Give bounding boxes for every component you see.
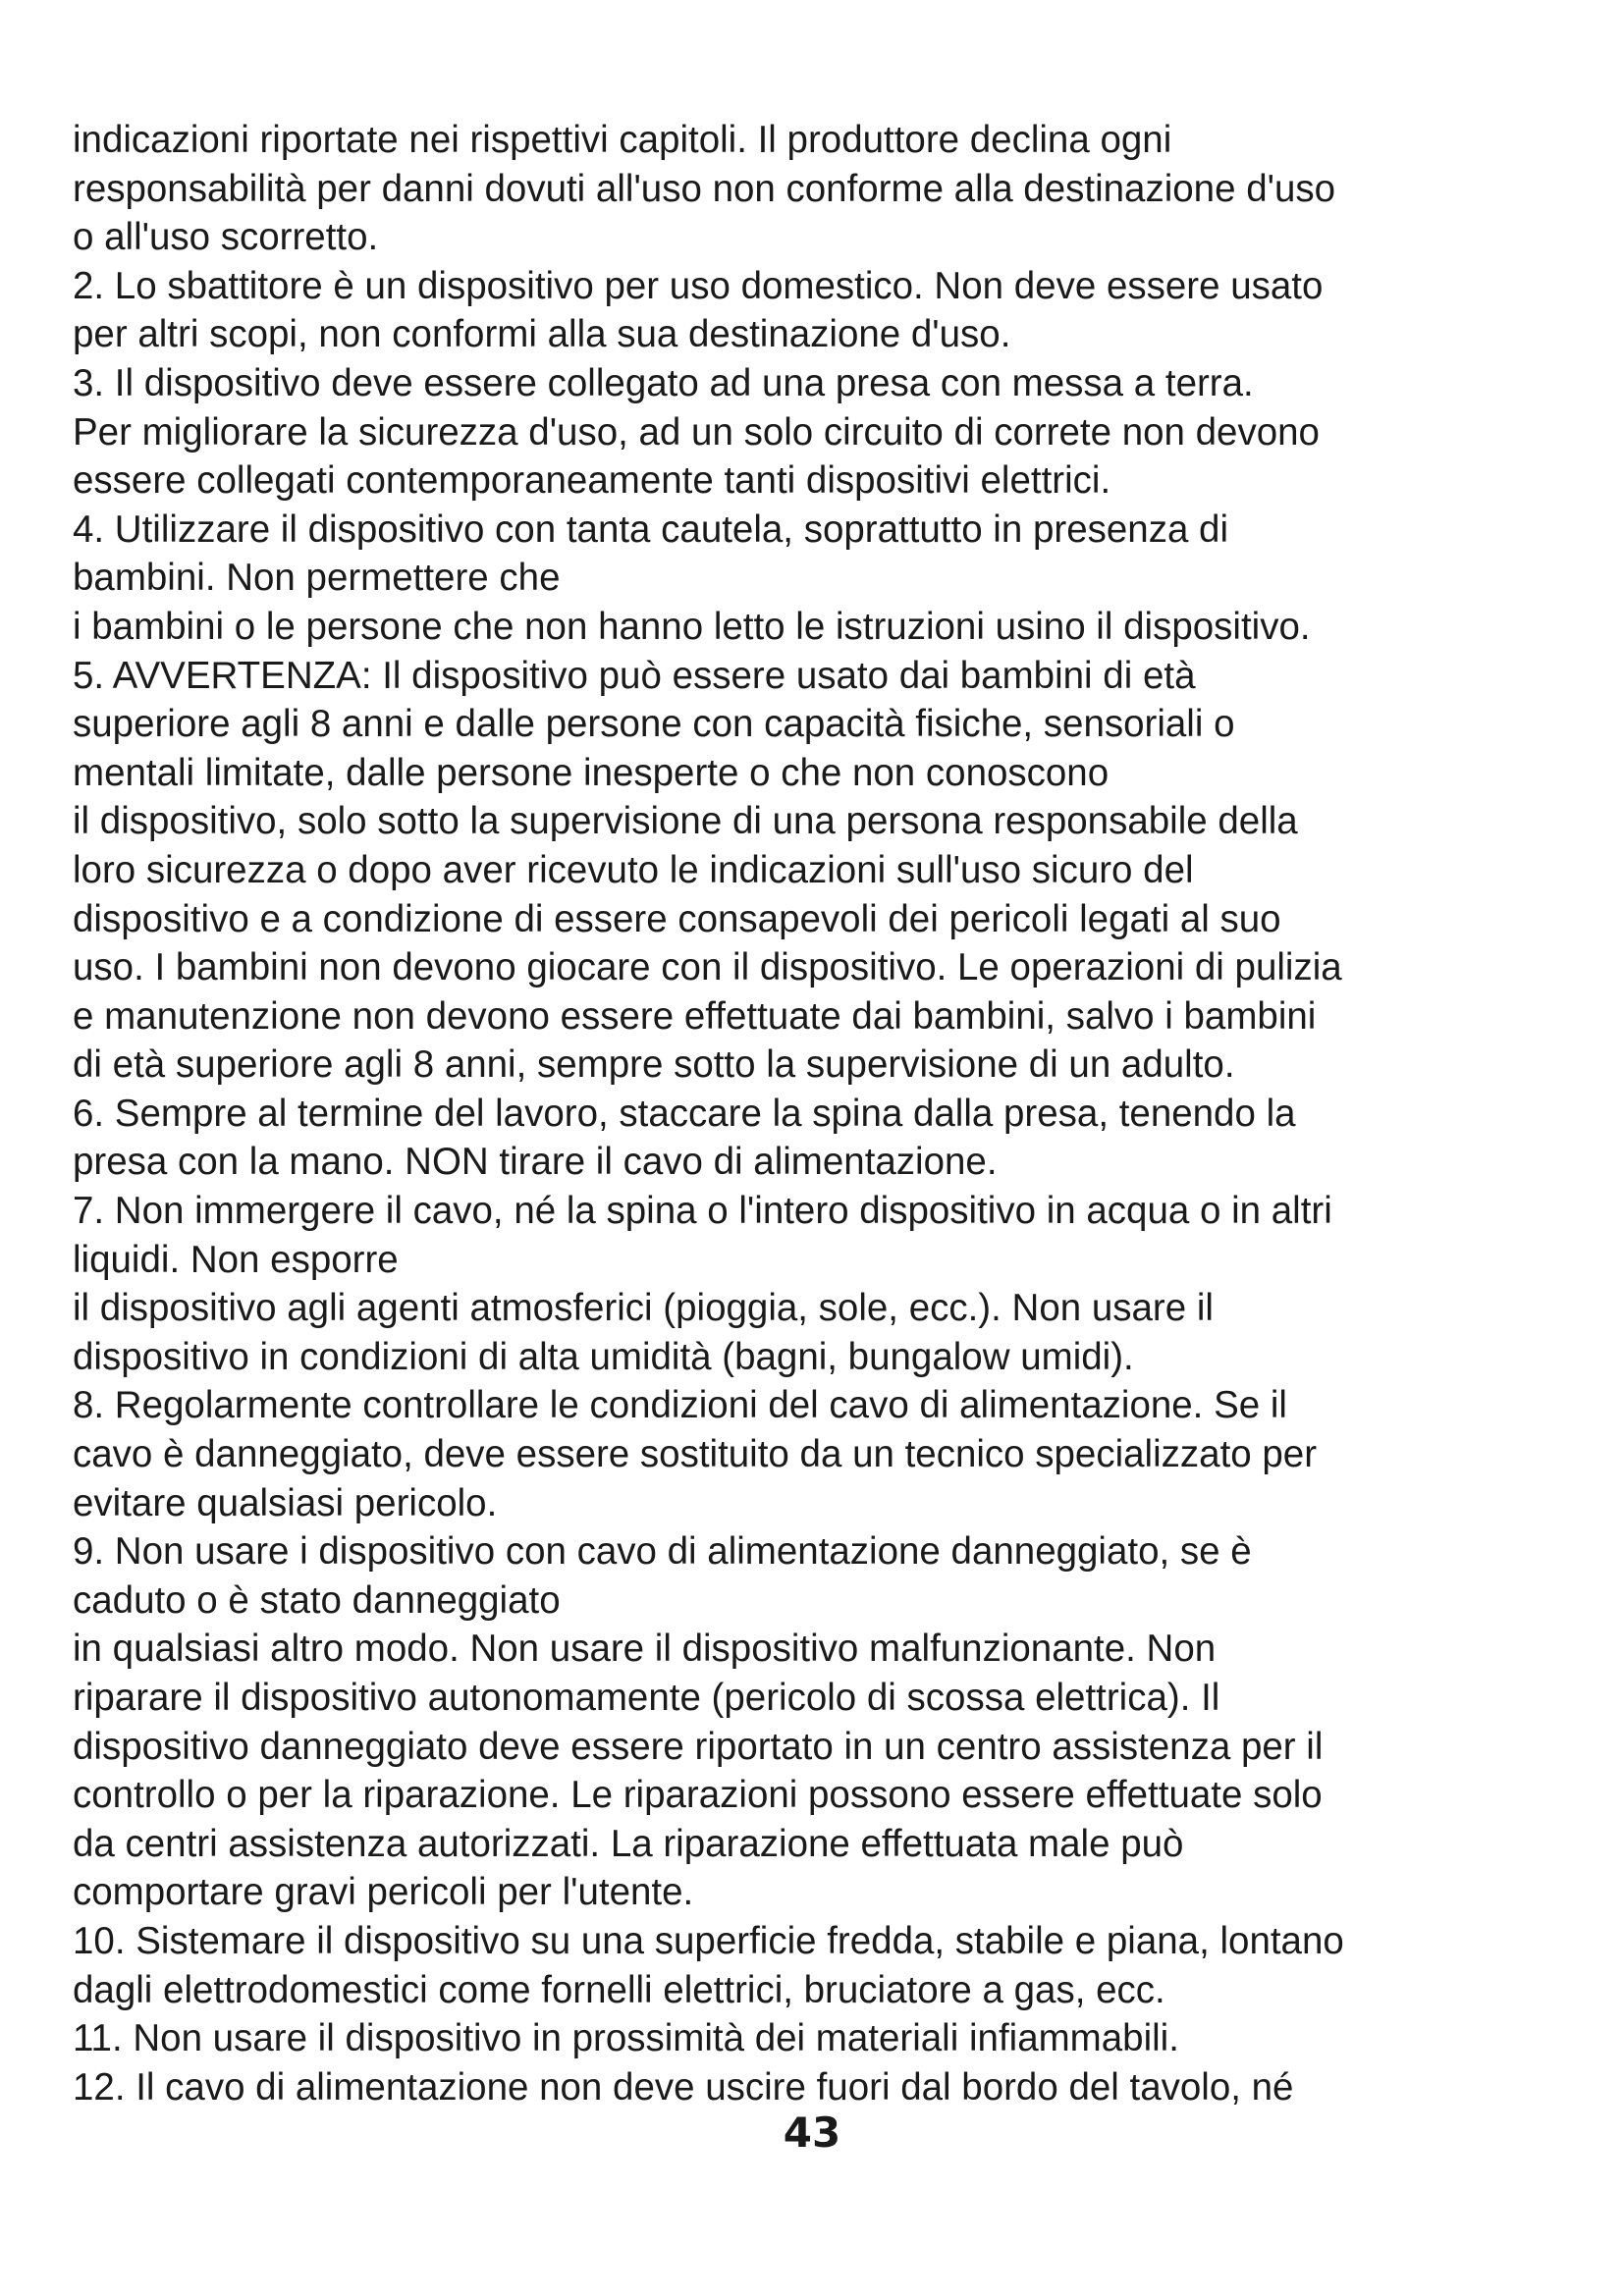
page-number: 43 <box>783 2109 841 2157</box>
text-line: caduto o è stato danneggiato <box>73 1578 561 1622</box>
text-line: uso. I bambini non devono giocare con il dispositivo. Le operazioni di pulizia <box>73 946 1342 989</box>
text-line: 5. AVVERTENZA: Il dispositivo può essere usato dai bambini di età <box>73 654 1196 697</box>
text-line: evitare qualsiasi pericolo. <box>73 1481 498 1524</box>
manual-page-body <box>73 116 1565 2111</box>
text-line: bambini. Non permettere che <box>73 557 561 600</box>
text-line: responsabilità per danni dovuti all'uso non conforme alla destinazione d'uso <box>73 167 1336 210</box>
text-line: superiore agli 8 anni e dalle persone con capacità fisiche, sensoriali o <box>73 703 1235 746</box>
text-line: 9. Non usare i dispositivo con cavo di alimentazione danneggiato, se è <box>73 1530 1252 1574</box>
text-line: 2. Lo sbattitore è un dispositivo per uso domestico. Non deve essere usato <box>73 264 1324 307</box>
text-line: cavo è danneggiato, deve essere sostituito da un tecnico specializzato per <box>73 1433 1318 1476</box>
text-line: 7. Non immergere il cavo, né la spina o l'intero dispositivo in acqua o in altri <box>73 1190 1332 1233</box>
text-line: liquidi. Non esporre <box>73 1238 399 1281</box>
text-line: loro sicurezza o dopo aver ricevuto le indicazioni sull'uso sicuro del <box>73 848 1194 891</box>
text-line: 4. Utilizzare il dispositivo con tanta cautela, soprattutto in presenza di <box>73 507 1229 551</box>
text-line: indicazioni riportate nei rispettivi capitoli. Il produttore declina ogni <box>73 119 1172 161</box>
text-line: 11. Non usare il dispositivo in prossimità dei materiali infiammabili. <box>73 2017 1179 2060</box>
text-line: per altri scopi, non conformi alla sua destinazione d'uso. <box>73 313 1011 356</box>
text-line: il dispositivo agli agenti atmosferici (pioggia, sole, ecc.). Non usare il <box>73 1287 1214 1330</box>
text-line: e manutenzione non devono essere effettuate dai bambini, salvo i bambini <box>73 994 1317 1038</box>
text-line: dispositivo in condizioni di alta umidità (bagni, bungalow umidi). <box>73 1335 1134 1378</box>
text-line: il dispositivo, solo sotto la supervisione di una persona responsabile della <box>73 800 1298 843</box>
text-line: controllo o per la riparazione. Le riparazioni possono essere effettuate solo <box>73 1774 1323 1817</box>
text-line: da centri assistenza autorizzati. La riparazione effettuata male può <box>73 1822 1184 1865</box>
text-line: 10. Sistemare il dispositivo su una superficie fredda, stabile e piana, lontano <box>73 1919 1344 1962</box>
text-line: comportare gravi pericoli per l'utente. <box>73 1871 694 1914</box>
text-line: Per migliorare la sicurezza d'uso, ad un solo circuito di correte non devono <box>73 410 1320 454</box>
text-line: 8. Regolarmente controllare le condizioni del cavo di alimentazione. Se il <box>73 1384 1287 1427</box>
text-line: dispositivo danneggiato deve essere riportato in un centro assistenza per il <box>73 1725 1324 1768</box>
text-line: essere collegati contemporaneamente tanti dispositivi elettrici. <box>73 459 1111 503</box>
text-line: presa con la mano. NON tirare il cavo di alimentazione. <box>73 1141 998 1184</box>
text-line: 3. Il dispositivo deve essere collegato ad una presa con messa a terra. <box>73 361 1254 404</box>
text-line: mentali limitate, dalle persone inesperte o che non conoscono <box>73 751 1110 794</box>
text-line: dispositivo e a condizione di essere consapevoli dei pericoli legati al suo <box>73 897 1281 940</box>
text-line: o all'uso scorretto. <box>73 216 379 259</box>
text-line: riparare il dispositivo autonomamente (pericolo di scossa elettrica). Il <box>73 1677 1220 1719</box>
text-line: 12. Il cavo di alimentazione non deve uscire fuori dal bordo del tavolo, né <box>73 2065 1294 2109</box>
text-line: i bambini o le persone che non hanno letto le istruzioni usino il dispositivo. <box>73 605 1311 648</box>
text-line: 6. Sempre al termine del lavoro, staccare la spina dalla presa, tenendo la <box>73 1092 1296 1135</box>
text-line: in qualsiasi altro modo. Non usare il dispositivo malfunzionante. Non <box>73 1628 1217 1671</box>
text-line: di età superiore agli 8 anni, sempre sotto la supervisione di un adulto. <box>73 1043 1235 1087</box>
text-line: dagli elettrodomestici come fornelli elettrici, bruciatore a gas, ecc. <box>73 1968 1165 2011</box>
